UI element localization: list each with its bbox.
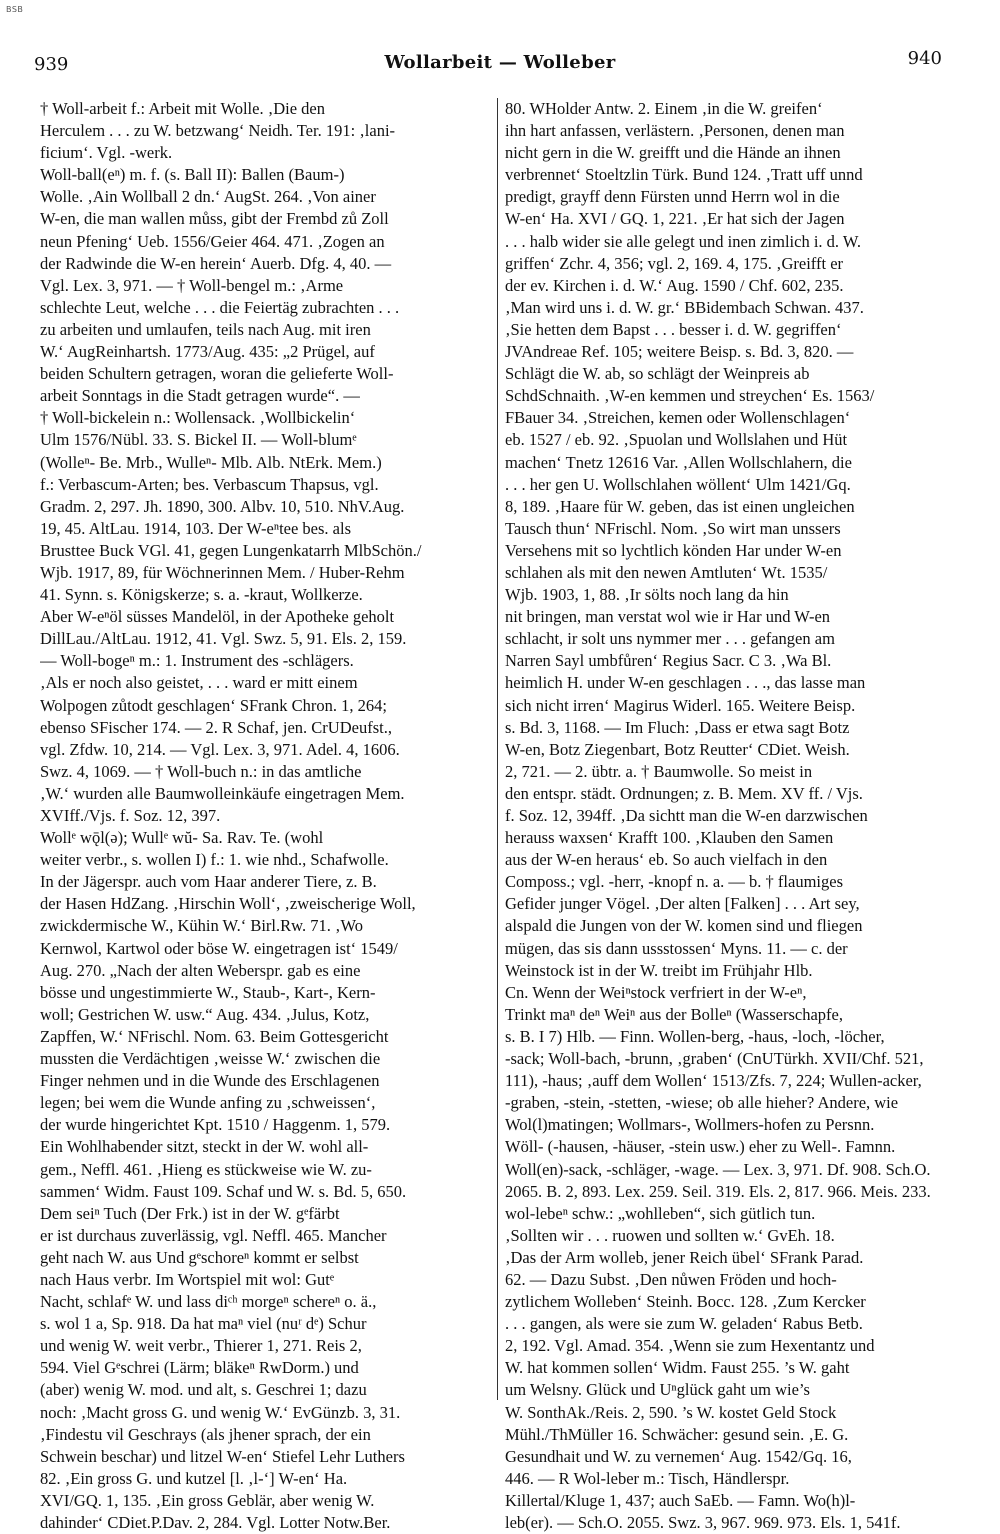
text-line: -sack; Woll-bach, -brunn, ‚graben‘ (CnUTürkh. XVII/Chf. 521, (505, 1049, 924, 1069)
text-line: weiter verbr., s. wollen I) f.: 1. wie nhd., Schafwolle. (40, 850, 389, 870)
text-line: s. Bd. 3, 1168. — Im Fluch: ‚Dass er etwa sagt Botz (505, 717, 850, 737)
text-line: um Welsny. Glück und Uⁿglück gaht um wie’s (505, 1380, 810, 1400)
text-line: Weinstock ist in der W. treibt im Frühjahr Hlb. (505, 960, 813, 980)
text-line: Schlägt die W. ab, so schlägt der Weinpreis ab (505, 364, 810, 384)
text-line: neun Pfening‘ Ueb. 1556/Geier 464. 471. ‚Zogen an (40, 231, 385, 251)
text-line: beiden Schultern getragen, woran die gelieferte Woll- (40, 364, 394, 384)
text-line: 111), -haus; ‚auff dem Wollen‘ 1513/Zfs. 7, 224; Wullen-acker, (505, 1071, 922, 1091)
text-line: zytlichem Wolleben‘ Steinh. Bocc. 128. ‚Zum Kercker (505, 1292, 866, 1312)
text-line: dahinder‘ CDiet.P.Dav. 2, 284. Vgl. Lotter Notw.Ber. (40, 1513, 391, 1532)
text-line: ‚Sie hetten dem Bapst . . . besser i. d. W. gegriffen‘ (505, 319, 842, 339)
text-line: — Woll-bogeⁿ m.: 1. Instrument des -schlägers. (40, 651, 354, 671)
text-line: 62. — Dazu Subst. ‚Den nůwen Fröden und hoch- (505, 1269, 837, 1289)
text-line: Woll-ball(eⁿ) m. f. (s. Ball II): Ballen (Baum-) (40, 165, 345, 185)
library-stamp: BSB (6, 5, 24, 14)
text-line: 594. Viel Gᵉschrei (Lärm; bläkeⁿ RwDorm.) und (40, 1358, 359, 1378)
text-line: Ein Wohlhabender sitzt, steckt in der W. wohl all- (40, 1137, 369, 1157)
text-line: der Radwinde die W-en herein‘ Auerb. Dfg. 4, 40. — (40, 253, 392, 273)
text-line: Wolle. ‚Ain Wollball 2 dn.‘ AugSt. 264. ‚Von ainer (40, 187, 376, 207)
text-line: (aber) wenig W. mod. und alt, s. Geschrei 1; dazu (40, 1380, 367, 1400)
text-line: den entspr. städt. Ordnungen; z. B. Mem. XV ff. / Vjs. (505, 783, 863, 803)
text-line: Narren Sayl umbfůren‘ Regius Sacr. C 3. ‚Wa Bl. (505, 651, 832, 671)
text-line: geht nach W. aus Und gᵉschoreⁿ kommt er selbst (40, 1247, 359, 1267)
text-line: woll; Gestrichen W. usw.“ Aug. 434. ‚Julus, Kotz, (40, 1004, 370, 1024)
text-line: † Woll-arbeit f.: Arbeit mit Wolle. ‚Die den (40, 99, 325, 118)
text-line: . . . gangen, als were sie zum W. geladen‘ Rabus Betb. (505, 1314, 863, 1334)
text-line: Wjb. 1917, 89, für Wöchnerinnen Mem. / Huber-Rehm (40, 562, 405, 582)
text-line: der wurde hingerichtet Kpt. 1510 / Haggenm. 1, 579. (40, 1115, 391, 1135)
text-line: Wjb. 1903, 1, 88. ‚Ir sölts noch lang da hin (505, 585, 789, 605)
text-line: eb. 1527 / eb. 92. ‚Spuolan und Wollslahen und Hüt (505, 430, 848, 450)
text-line: W.‘ AugReinhartsh. 1773/Aug. 435: „2 Prügel, auf (40, 342, 375, 362)
text-line: der ev. Kirchen i. d. W.‘ Aug. 1590 / Chf. 602, 235. (505, 275, 844, 295)
text-line: bösse und ungestimmierte W., Staub-, Kart-, Kern- (40, 982, 376, 1002)
text-line: Aug. 270. „Nach der alten Weberspr. gab es eine (40, 960, 361, 980)
text-line: ‚Das der Arm wolleb, jener Reich übel‘ SFrank Parad. (505, 1247, 864, 1267)
text-line: vgl. Zfdw. 10, 214. — Vgl. Lex. 3, 971. Adel. 4, 1606. (40, 739, 400, 759)
text-line: schlahen als mit den newen Amtluten‘ Wt. 1535/ (505, 562, 828, 582)
text-line: schlacht, ir solt uns nymmer mer . . . gefangen am (505, 629, 835, 649)
text-line: In der Jägerspr. auch vom Haar anderer Tiere, z. B. (40, 872, 377, 892)
text-line: Trinkt maⁿ deⁿ Weiⁿ aus der Bolleⁿ (Wasserschapfe, (505, 1004, 843, 1024)
text-line: W-en‘ Ha. XVI / GQ. 1, 221. ‚Er hat sich der Jagen (505, 209, 845, 229)
text-line: griffen‘ Zchr. 4, 356; vgl. 2, 169. 4, 175. ‚Greifft er (505, 253, 844, 273)
left-column (40, 98, 492, 1534)
text-line: s. B. I 7) Hlb. — Finn. Wollen-berg, -haus, -loch, -löcher, (505, 1026, 885, 1046)
text-line: Wol(l)matingen; Wollmars-, Wollmers-hofen zu Persnn. (505, 1115, 875, 1135)
text-line: Finger nehmen und in die Wunde des Erschlagenen (40, 1071, 380, 1091)
text-line: Versehens mit so lychtlich könden Har under W-en (505, 540, 842, 560)
text-line: f.: Verbascum-Arten; bes. Verbascum Thapsus, vgl. (40, 474, 379, 494)
text-line: Dem seiⁿ Tuch (Der Frk.) ist in der W. gᵉfärbt (40, 1203, 340, 1223)
text-line: leb(er). — Sch.O. 2055. Swz. 3, 967. 969. 973. Els. 1, 541f. (505, 1513, 901, 1532)
text-line: ‚Als er noch also geistet, . . . ward er mitt einem (40, 673, 358, 693)
text-line: mügen, das sis dann ussstossen‘ Myns. 11. — c. der (505, 938, 848, 958)
text-line: mussten die Verdächtigen ‚weisse W.‘ zwischen die (40, 1049, 381, 1069)
text-line: W-en, die man wallen můss, gibt der Frembd zů Zoll (40, 209, 389, 229)
text-line: Composs.; vgl. -herr, -knopf n. a. — b. † flaumiges (505, 872, 844, 892)
running-title: Wollarbeit — Wolleber (384, 52, 616, 73)
text-line: Aber W-eⁿöl süsses Mandelöl, in der Apotheke geholt (40, 607, 395, 627)
text-line: herauss waxsen‘ Krafft 100. ‚Klauben den Samen (505, 828, 834, 848)
text-line: Nacht, schlafᵉ W. und lass diᶜʰ morgeⁿ schereⁿ o. ä., (40, 1292, 377, 1312)
text-line: Herculem . . . zu W. betzwang‘ Neidh. Ter. 191: ‚lani- (40, 121, 396, 141)
text-line: ‚Findestu vil Geschrays (als jhener sprach, der ein (40, 1424, 371, 1444)
text-line: nach Haus verbr. Im Wortspiel mit wol: Gutᵉ (40, 1269, 335, 1289)
text-line: 80. WHolder Antw. 2. Einem ‚in die W. greifen‘ (505, 99, 823, 118)
text-line: -graben, -stein, -stetten, -wiese; ob alle hieher? Andere, wie (505, 1093, 899, 1113)
text-line: Swz. 4, 1069. — † Woll-buch n.: in das amtliche (40, 761, 362, 781)
text-line: W. SonthAk./Reis. 2, 590. ’s W. kostet Geld Stock (505, 1402, 837, 1422)
text-line: zwickdermische W., Kühin W.‘ Birl.Rw. 71. ‚Wo (40, 916, 363, 936)
text-line: Zapffen, W.‘ NFrischl. Nom. 63. Beim Gottesgericht (40, 1026, 389, 1046)
text-line: Wollᵉ wǭl(ə); Wullᵉ wŭ- Sa. Rav. Te. (wohl (40, 828, 324, 848)
text-line: 8, 189. ‚Haare für W. geben, das ist einen ungleichen (505, 496, 855, 516)
text-line: schlechte Leut, welche . . . die Feiertäg zubrachten . . . (40, 297, 400, 317)
text-line: legen; bei wem die Wunde anfing zu ‚schweissen‘, (40, 1093, 376, 1113)
text-line: Vgl. Lex. 3, 971. — † Woll-bengel m.: ‚Arme (40, 275, 344, 295)
text-line: sich nicht irren‘ Magirus Widerl. 165. Weitere Beisp. (505, 695, 856, 715)
text-line: 446. — R Wol-leber m.: Tisch, Händlerspr. (505, 1468, 790, 1488)
text-line: machen‘ Tnetz 12616 Var. ‚Allen Wollschlahern, die (505, 452, 852, 472)
right-column (505, 98, 947, 1534)
text-line: sammen‘ Widm. Faust 109. Schaf und W. s. Bd. 5, 650. (40, 1181, 407, 1201)
text-line: Wöll- (-hausen, -häuser, -stein usw.) eher zu Well-. Famnn. (505, 1137, 896, 1157)
text-line: ‚Sollten wir . . . ruowen und sollten w.‘ GvEh. 18. (505, 1225, 835, 1245)
text-line: heimlich H. under W-en geschlagen . . ., das lasse man (505, 673, 866, 693)
text-line: W. hat kommen sollen‘ Widm. Faust 255. ’s W. gaht (505, 1358, 850, 1378)
text-line: Tausch thun‘ NFrischl. Nom. ‚So wirt man unssers (505, 518, 841, 538)
page-header (0, 48, 1000, 78)
text-line: alspald die Jungen von der W. komen sind und fliegen (505, 916, 863, 936)
text-line: ihn hart anfassen, verlästern. ‚Personen, denen man (505, 121, 845, 141)
text-line: 2065. B. 2, 893. Lex. 259. Seil. 319. Els. 2, 817. 966. Meis. 233. (505, 1181, 931, 1201)
text-line: nit bringen, man verstat wol wie ir Har und W-en (505, 607, 831, 627)
left-page-number: 939 (34, 54, 69, 75)
text-line: gem., Neffl. 461. ‚Hieng es stückweise wie W. zu- (40, 1159, 372, 1179)
text-line: Schwein beschar) und litzel W-en‘ Stiefel Lehr Luthers (40, 1446, 405, 1466)
text-line: . . . halb wider sie alle gelegt und inen zimlich i. d. W. (505, 231, 862, 251)
text-line: JVAndreae Ref. 105; weitere Beisp. s. Bd. 3, 820. — (505, 342, 854, 362)
text-line: (Wolleⁿ- Be. Mrb., Wulleⁿ- Mlb. Alb. NtErk. Mem.) (40, 452, 382, 472)
text-line: SchdSchnaith. ‚W-en kemmen und streychen‘ Es. 1563/ (505, 386, 875, 406)
text-line: predigt, grayff denn Fürsten unnd Herrn wol in die (505, 187, 840, 207)
text-line: 19, 45. AltLau. 1914, 103. Der W-eⁿtee bes. als (40, 518, 351, 538)
text-line: Killertal/Kluge 1, 437; auch SaEb. — Famn. Wo(h)l- (505, 1490, 856, 1510)
text-line: 41. Synn. s. Königskerze; s. a. -kraut, Wollkerze. (40, 585, 363, 605)
text-line: Gradm. 2, 297. Jh. 1890, 300. Albv. 10, 510. NhV.Aug. (40, 496, 405, 516)
text-line: nicht gern in die W. greifft und die Hände an ihnen (505, 143, 841, 163)
text-line: ficium‘. Vgl. -werk. (40, 143, 173, 163)
text-line: verbrennet‘ Stoeltzlin Türk. Bund 124. ‚Tratt uff unnd (505, 165, 863, 185)
text-line: XVIff./Vjs. f. Soz. 12, 397. (40, 806, 221, 825)
text-line: Gesundhait und W. zu vernemen‘ Aug. 1542/Gq. 16, (505, 1446, 852, 1466)
text-line: wol-lebeⁿ schw.: „wohlleben“, sich gütlich tun. (505, 1203, 816, 1223)
text-line: DillLau./AltLau. 1912, 41. Vgl. Swz. 5, 91. Els. 2, 159. (40, 629, 407, 649)
text-line: s. wol 1 a, Sp. 918. Da hat maⁿ viel (nuʳ dᵉ) Schur (40, 1314, 367, 1334)
text-line: ‚Man wird uns i. d. W. gr.‘ BBidembach Schwan. 437. (505, 297, 864, 317)
text-line: Gefider junger Vögel. ‚Der alten [Falken] . . . Art sey, (505, 894, 860, 914)
text-line: und wenig W. weit verbr., Thierer 1, 271. Reis 2, (40, 1336, 362, 1356)
text-line: Ulm 1576/Nübl. 33. S. Bickel II. — Woll-blumᵉ (40, 430, 357, 450)
text-line: arbeit Sonntags in die Stadt getragen wurde“. — (40, 386, 360, 406)
text-line: zu arbeiten und umlaufen, teils nach Aug. mit iren (40, 319, 371, 339)
text-line: XVI/GQ. 1, 135. ‚Ein gross Geblär, aber wenig W. (40, 1490, 375, 1510)
column-divider (497, 98, 498, 1400)
text-line: W-en, Botz Ziegenbart, Botz Reutter‘ CDiet. Weish. (505, 739, 850, 759)
text-line: 2, 192. Vgl. Amad. 354. ‚Wenn sie zum Hexentantz und (505, 1336, 875, 1356)
text-line: der Hasen HdZang. ‚Hirschin Woll‘, ‚zweischerige Woll, (40, 894, 416, 914)
text-line: Kernwol, Kartwol oder böse W. eingetragen ist‘ 1549/ (40, 938, 398, 958)
text-line: Cn. Wenn der Weiⁿstock verfriert in der W-eⁿ, (505, 982, 807, 1002)
text-line: FBauer 34. ‚Streichen, kemen oder Wollenschlagen‘ (505, 408, 851, 428)
text-line: . . . her gen U. Wollschlahen wöllent‘ Ulm 1421/Gq. (505, 474, 851, 494)
right-page-number: 940 (907, 48, 942, 69)
text-line: ‚W.‘ wurden alle Baumwolleinkäufe eingetragen Mem. (40, 783, 405, 803)
text-line: 82. ‚Ein gross G. und kutzel [l. ‚l-‘] W-en‘ Ha. (40, 1468, 348, 1488)
text-line: Mühl./ThMüller 16. Schwächer: gesund sein. ‚E. G. (505, 1424, 849, 1444)
text-line: ebenso SFischer 174. — 2. R Schaf, jen. CrUDeufst., (40, 717, 392, 737)
text-line: † Woll-bickelein n.: Wollensack. ‚Wollbickelin‘ (40, 408, 356, 428)
text-line: Wolpogen zůtodt geschlagen‘ SFrank Chron. 1, 264; (40, 695, 387, 715)
text-line: Brusttee Buck VGl. 41, gegen Lungenkatarrh MlbSchön./ (40, 540, 422, 560)
text-line: er ist durchaus zuverlässig, vgl. Neffl. 465. Mancher (40, 1225, 387, 1245)
text-line: noch: ‚Macht gross G. und wenig W.‘ EvGünzb. 3, 31. (40, 1402, 401, 1422)
text-line: 2, 721. — 2. übtr. a. † Baumwolle. So meist in (505, 761, 813, 781)
text-line: f. Soz. 12, 394ff. ‚Da sichtt man die W-en darzwischen (505, 806, 868, 825)
text-line: Woll(en)-sack, -schläger, -wage. — Lex. 3, 971. Df. 908. Sch.O. (505, 1159, 931, 1179)
text-line: aus der W-en heraus‘ eb. So auch vielfach in den (505, 850, 828, 870)
